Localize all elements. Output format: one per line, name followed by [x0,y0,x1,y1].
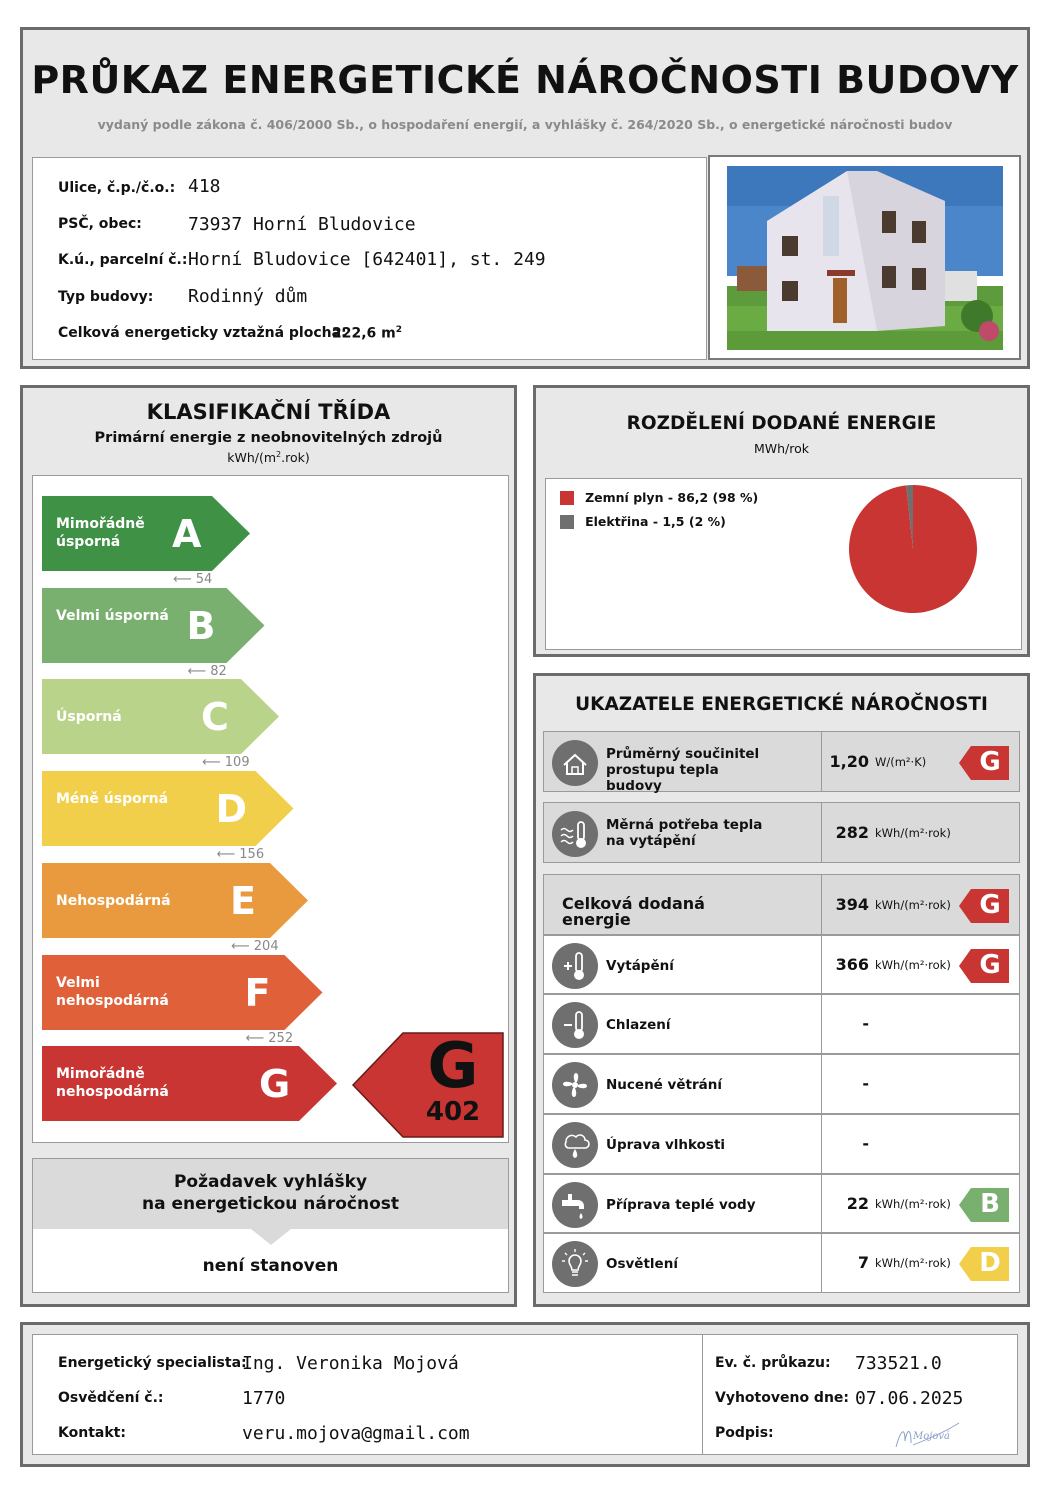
legend-item-electricity [560,511,726,530]
indicator-row [543,1054,1020,1114]
date-label: Vyhotoveno dne: [715,1390,850,1406]
threshold-arrow: ⟵ [187,663,211,679]
footer-box [32,1334,1018,1455]
class-letter-b: B [186,603,216,648]
indicator-value: 282 [835,822,869,842]
lightbulb-icon [552,1241,598,1287]
class-threshold [246,1031,294,1046]
class-name-a: Mimořádně úsporná [56,516,145,550]
class-name-c: Úsporná [56,709,122,726]
fan-icon [552,1062,598,1108]
specialist-label: Energetický specialista: [58,1355,247,1371]
contact-label: Kontakt: [58,1425,126,1441]
indicator-name: Příprava teplé vody [606,1196,756,1213]
cert-value: 1770 [242,1388,286,1409]
indicator-class-badge [959,889,1009,923]
ev-value: 733521.0 [855,1353,942,1374]
badge-letter: B [980,1188,1000,1219]
energy-scale [32,475,509,1143]
house-icon [552,740,598,786]
indicator-class-badge [959,1188,1009,1222]
threshold-value: 82 [210,663,227,679]
badge-letter: D [979,1248,1001,1278]
type-label: Typ budovy: [58,289,154,305]
legend-label-gas: Zemní plyn - 86,2 (98 %) [585,490,759,505]
indicators-title: UKAZATELE ENERGETICKÉ NÁROČNOSTI [575,694,988,715]
class-threshold [217,847,265,862]
classification-frame [20,385,517,1307]
indicator-name: Nucené větrání [606,1077,722,1093]
photo-frame [708,155,1021,360]
indicator-unit: kWh/(m²·rok) [875,1256,951,1270]
badge-letter: G [979,746,1001,777]
ev-label: Ev. č. průkazu: [715,1355,831,1371]
thermometer-minus-icon [552,1002,598,1048]
class-letter-g: G [259,1062,291,1107]
legend-label-electricity: Elektřina - 1,5 (2 %) [585,514,726,529]
threshold-value: 156 [239,847,265,863]
header-frame [20,27,1030,369]
building-photo [727,166,1003,350]
class-bar-f [42,955,325,1031]
class-threshold [231,939,279,954]
class-letter-d: D [215,787,248,832]
indicator-value: 7 [857,1253,869,1272]
indicator-row [543,802,1020,863]
area-value: 222,6 $m^2$ [332,325,403,342]
energy-pie-chart [843,479,983,619]
indicator-row [543,994,1020,1054]
indicator-row [543,1114,1020,1174]
class-bar-g [42,1046,339,1122]
requirement-value: není stanoven [202,1256,339,1276]
psc-value: 73937 Horní Bludovice [188,214,416,235]
footer-divider [702,1335,703,1454]
indicator-row [543,1233,1020,1293]
class-threshold [188,664,227,679]
contact-value: veru.mojova@gmail.com [242,1423,470,1444]
class-letter-a: A [172,512,202,556]
indicator-unit: kWh/(m²·rok) [875,825,951,840]
date-value: 07.06.2025 [855,1388,964,1409]
class-bar-d [42,771,296,847]
indicator-value: 394 [835,894,869,914]
indicator-name: Chlazení [606,1017,671,1033]
street-value: 418 [188,176,221,197]
class-threshold [202,755,250,770]
indicator-value: - [862,1014,869,1033]
indicator-value: - [862,1134,869,1153]
indicator-row [543,935,1020,994]
ku-label: K.ú., parcelní č.: [58,252,188,268]
distribution-title: ROZDĚLENÍ DODANÉ ENERGIE [626,413,937,434]
indicator-class-badge [959,746,1009,780]
svg-text:Mojová: Mojová [913,1431,950,1442]
area-label: Celková energeticky vztažná plocha: [58,325,347,341]
class-bar-c [42,679,281,755]
threshold-arrow: ⟵ [173,572,196,587]
heat-demand-icon [552,811,598,857]
indicator-row [543,1174,1020,1233]
classification-title: KLASIFIKAČNÍ TŘÍDA [146,400,391,424]
humidity-icon [552,1122,598,1168]
street-label: Ulice, č.p./č.o.: [58,180,176,196]
threshold-value: 54 [195,572,213,587]
result-value: 402 [425,1097,481,1127]
legend-swatch-gas [560,491,574,505]
class-name-f: Velmi nehospodárná [56,974,169,1009]
classification-subtitle: Primární energie z neobnovitelných zdrojů [94,430,443,446]
badge-letter: G [979,949,1001,980]
class-letter-e: E [230,878,256,923]
indicator-value: 1,20 [829,751,869,771]
indicator-name: Osvětlení [606,1256,678,1272]
indicator-unit: kWh/(m²·rok) [875,897,951,912]
class-bar-shape [42,771,296,846]
indicator-unit: W/(m²·K) [875,754,927,769]
class-letter-c: C [201,695,229,740]
class-bar-shape [42,588,267,663]
legend-swatch-electricity [560,515,574,529]
type-value: Rodinný dům [188,286,308,307]
threshold-arrow: ⟵ [231,938,254,954]
indicator-unit: kWh/(m²·rok) [875,1196,951,1211]
requirement-pointer [251,1229,291,1247]
distribution-unit: MWh/rok [753,441,810,456]
distribution-frame [533,385,1030,657]
cert-label: Osvědčení č.: [58,1390,164,1406]
ku-value: Horní Bludovice [642401], st. 249 [188,249,546,270]
requirement-header: Požadavek vyhlášky na energetickou náročnost [33,1159,508,1229]
result-class-marker [351,1031,505,1139]
threshold-value: 109 [224,755,250,771]
threshold-value: 204 [253,938,279,954]
signature-mark [893,1419,963,1453]
thermometer-plus-icon [552,943,598,989]
indicator-unit: kWh/(m²·rok) [875,957,951,972]
class-name-d: Méně úsporná [56,791,169,808]
legend-item-gas [560,487,758,506]
indicator-row [543,731,1020,792]
psc-label: PSČ, obec: [58,216,142,232]
indicator-class-badge [959,949,1009,983]
indicator-class-badge [959,1247,1009,1281]
class-name-b: Velmi úsporná [56,607,169,624]
sign-label: Podpis: [715,1425,774,1441]
page-title: PRŮKAZ ENERGETICKÉ NÁROČNOSTI BUDOVY [31,58,1019,102]
indicator-name: Měrná potřeba tepla na vytápění [606,816,763,849]
indicator-row [543,874,1020,935]
indicator-name: Průměrný součinitel prostupu tepla budovy [606,745,760,794]
indicator-name: Úprava vlhkosti [606,1137,726,1153]
class-bar-e [42,863,310,939]
class-name-g: Mimořádně nehospodárná [56,1066,169,1101]
class-bar-a [42,496,252,572]
specialist-value: Ing. Veronika Mojová [242,1353,459,1374]
faucet-icon [552,1182,598,1228]
class-bar-b [42,588,267,664]
indicator-value: 22 [846,1193,869,1213]
indicator-value: 366 [835,954,869,974]
requirement-box [32,1158,509,1293]
class-threshold [173,572,212,587]
threshold-arrow: ⟵ [245,1030,269,1046]
class-letter-f: F [244,970,271,1015]
distribution-chart-box [545,478,1022,650]
badge-letter: G [979,889,1001,920]
indicator-name: Vytápění [606,957,674,974]
indicator-name: Celková dodaná energie [562,893,705,929]
page-subtitle: vydaný podle zákona č. 406/2000 Sb., o hospodaření energií, a vyhlášky č. 264/2020 Sb., o energetické náročnosti budov [97,117,953,132]
class-name-e: Nehospodárná [56,892,171,909]
threshold-arrow: ⟵ [202,755,225,771]
threshold-arrow: ⟵ [216,847,240,863]
result-letter: G [427,1029,479,1102]
threshold-value: 252 [268,1030,294,1046]
indicator-value: - [862,1074,869,1093]
footer-frame [20,1322,1030,1467]
building-info-box [32,157,707,360]
classification-unit: kWh/$(m^2.rok)$ [227,450,310,466]
